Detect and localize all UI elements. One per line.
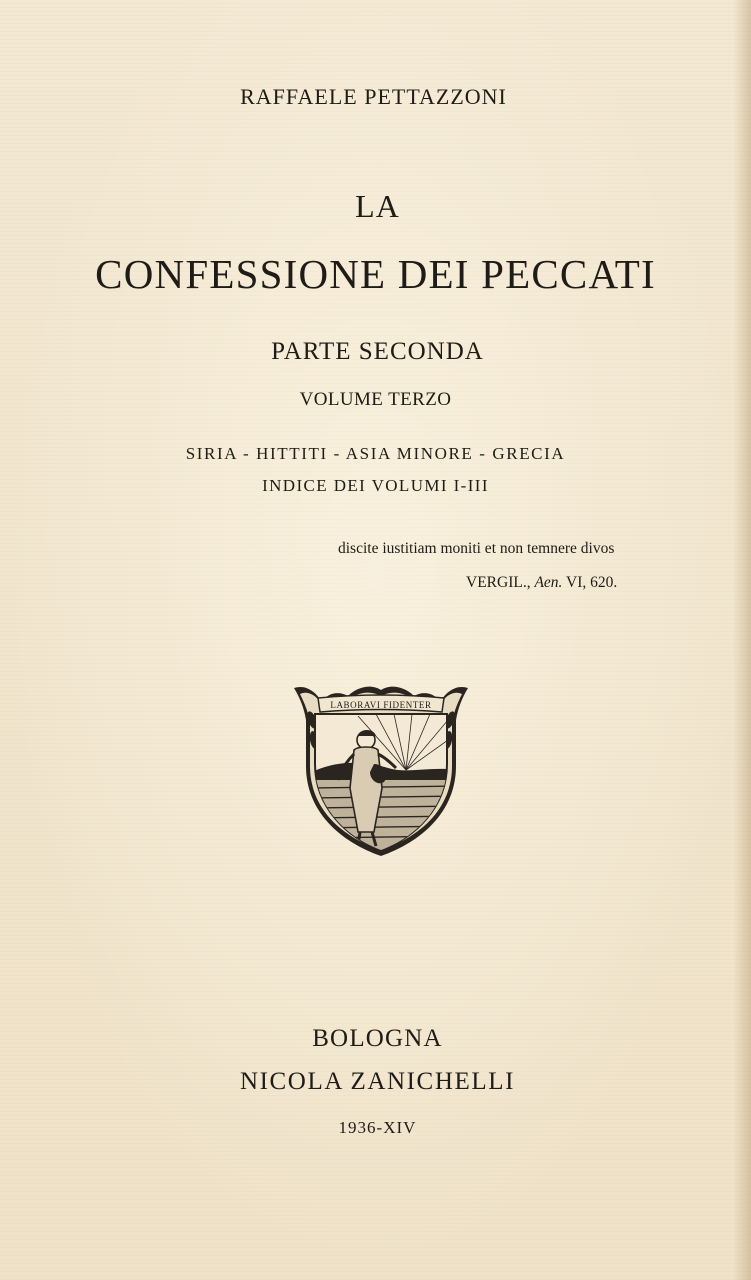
- regions-subtitle: SIRIA - HITTITI - ASIA MINORE - GRECIA: [185, 444, 566, 463]
- publisher-name: NICOLA ZANICHELLI: [239, 1068, 516, 1095]
- epigraph-citation: [466, 574, 617, 592]
- publisher-sower-shield-icon: [288, 680, 474, 856]
- citation-reference: VI, 620.: [566, 574, 618, 591]
- publication-city: BOLOGNA: [312, 1025, 443, 1052]
- title-article: LA: [355, 188, 400, 224]
- index-subtitle: INDICE DEI VOLUMI I-III: [262, 476, 489, 495]
- part-label: PARTE SECONDA: [271, 338, 484, 365]
- emblem-motto: LABORAVI FIDENTER: [330, 700, 432, 710]
- epigraph-quote: discite iustitiam moniti et non temnere divos: [338, 540, 615, 557]
- publication-year: 1936-XIV: [338, 1118, 417, 1137]
- citation-work: Aen.: [534, 574, 563, 591]
- citation-author: VERGIL.,: [466, 574, 531, 591]
- volume-label: VOLUME TERZO: [299, 389, 452, 410]
- book-title: CONFESSIONE DEI PECCATI: [95, 251, 656, 297]
- author-name: RAFFAELE PETTAZZONI: [240, 84, 507, 109]
